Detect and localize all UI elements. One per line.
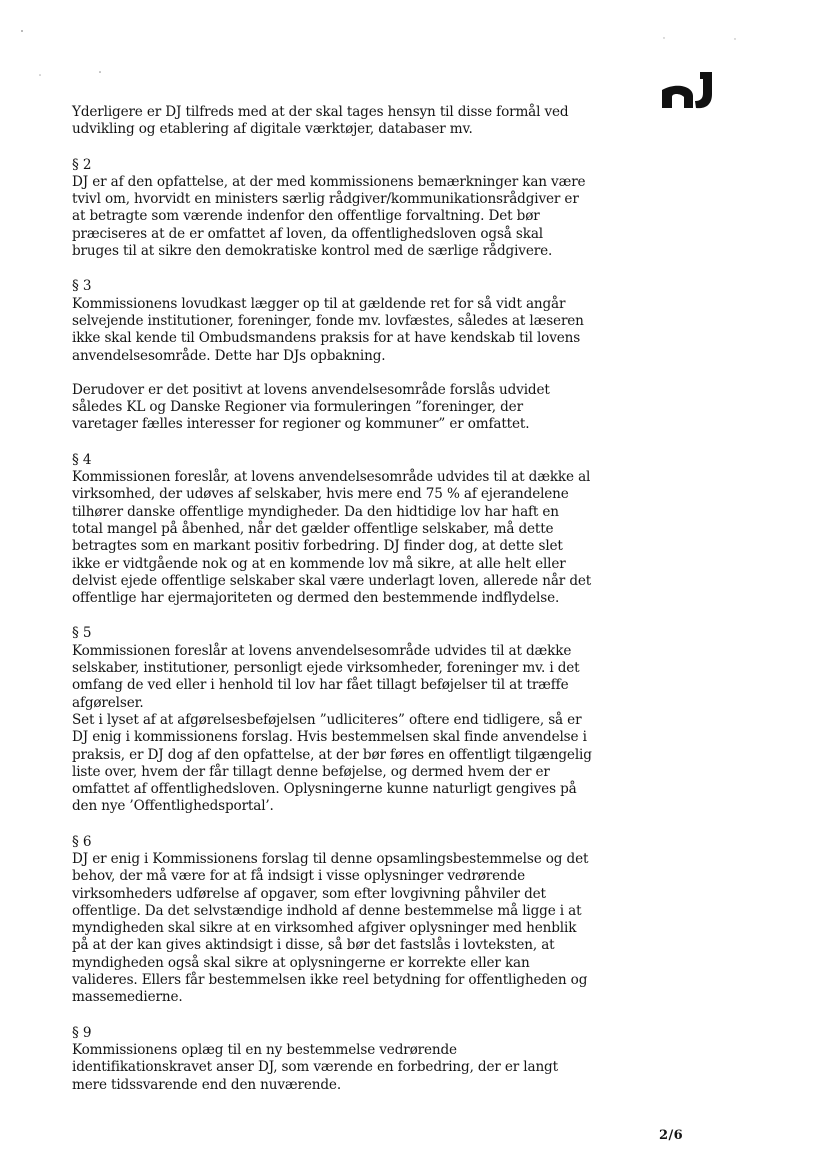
section-9 xyxy=(72,1025,592,1094)
section-6 xyxy=(72,834,592,1007)
section-heading: § 4 xyxy=(72,451,92,468)
document-body xyxy=(72,104,592,1112)
section-5 xyxy=(72,625,592,815)
section-paragraph: DJ er enig i Kommissionens forslag til denne opsamlingsbestemmelse og det behov, der må være for at få indsigt i visse oplysninger vedrørende virksomheders udførelse af opgaver, som efter lovgivning påhviler det offentlige. Da det selvstændige indhold af denne bestemmelse må ligge i at myndigheden skal sikre at en virksomhed afgiver oplysninger med henblik på at der kan gives aktindsigt i disse, så bør det fastslås i lovteksten, at myndigheden også skal sikre at oplysningerne er korrekte eller kan valideres. Ellers får bestemmelsen ikke reel betydning for offentligheden og massemedierne. xyxy=(72,850,589,1006)
section-heading: § 6 xyxy=(72,833,92,850)
section-heading: § 9 xyxy=(72,1024,92,1041)
page-number: 2/6 xyxy=(659,1128,684,1143)
intro-text: Yderligere er DJ tilfreds med at der skal tages hensyn til disse formål ved udvikling og etablering af digitale værktøjer, databaser mv. xyxy=(72,104,569,138)
intro-paragraph xyxy=(72,104,592,139)
section-paragraph: Set i lyset af at afgørelsesbeføjelsen ”udliciteres” oftere end tidligere, så er DJ enig i kommissionens forslag. Hvis bestemmelsen skal finde anvendelse i praksis, er DJ dog af den opfattelse, at der bør føres en offentligt tilgængelig liste over, hvem der får tillagt denne beføjelse, og dermed hvem der er omfattet af offentlighedsloven. Oplysningerne kunne naturligt gengives på den nye ’Offentlighedsportal’. xyxy=(72,711,592,815)
section-heading: § 5 xyxy=(72,625,92,642)
section-paragraph: Kommissionen foreslår at lovens anvendelsesområde udvides til at dække selskaber, institutioner, personligt ejede virksomheder, foreninger mv. i det omfang de ved eller i henhold til lov har fået tillagt beføjelser til at træffe afgørelser. xyxy=(72,642,580,711)
section-paragraph: Kommissionen foreslår, at lovens anvendelsesområde udvides til at dække al virksomhed, der udøves af selskaber, hvis mere end 75 % af ejerandelene tilhører danske offentlige myndigheder. Da den hidtidige lov har haft en total mangel på åbenhed, når det gælder offentlige selskaber, må dette betragtes som en markant positiv forbedring. DJ finder dog, at dette slet ikke er vidtgående nok og at en kommende lov må sikre, at alle helt eller delvist ejede offentlige selskaber skal være underlagt loven, allerede når det offentlige har ejermajoriteten og dermed den bestemmende indflydelse. xyxy=(72,469,592,607)
dj-logo xyxy=(660,66,722,110)
section-2 xyxy=(72,157,592,261)
section-paragraph: Kommissionens lovudkast lægger op til at gældende ret for så vidt angår selvejende institutioner, foreninger, fonde mv. lovfæstes, således at læseren ikke skal kende til Ombudsmandens praksis for at have kendskab til lovens anvendelsesområde. Dette har DJs opbakning. xyxy=(72,295,584,364)
section-heading: § 2 xyxy=(72,156,92,173)
section-4 xyxy=(72,452,592,608)
section-paragraph: DJ er af den opfattelse, at der med kommissionens bemærkninger kan være tvivl om, hvorvidt en ministers særlig rådgiver/kommunikationsrådgiver er at betragte som værende indenfor den offentlige forvaltning. Det bør præciseres at de er omfattet af loven, da offentlighedsloven også skal bruges til at sikre den demokratiske kontrol med de særlige rådgivere. xyxy=(72,173,586,260)
section-paragraph: Kommissionens oplæg til en ny bestemmelse vedrørende identifikationskravet anser DJ, som værende en forbedring, der er langt mere tidssvarende end den nuværende. xyxy=(72,1041,558,1093)
section-3 xyxy=(72,278,592,433)
section-paragraph: Derudover er det positivt at lovens anvendelsesområde forslås udvidet således KL og Danske Regioner via formuleringen ”foreninger, der varetager fælles interesser for regioner og kommuner” er omfattet. xyxy=(72,381,550,433)
section-heading: § 3 xyxy=(72,278,92,295)
